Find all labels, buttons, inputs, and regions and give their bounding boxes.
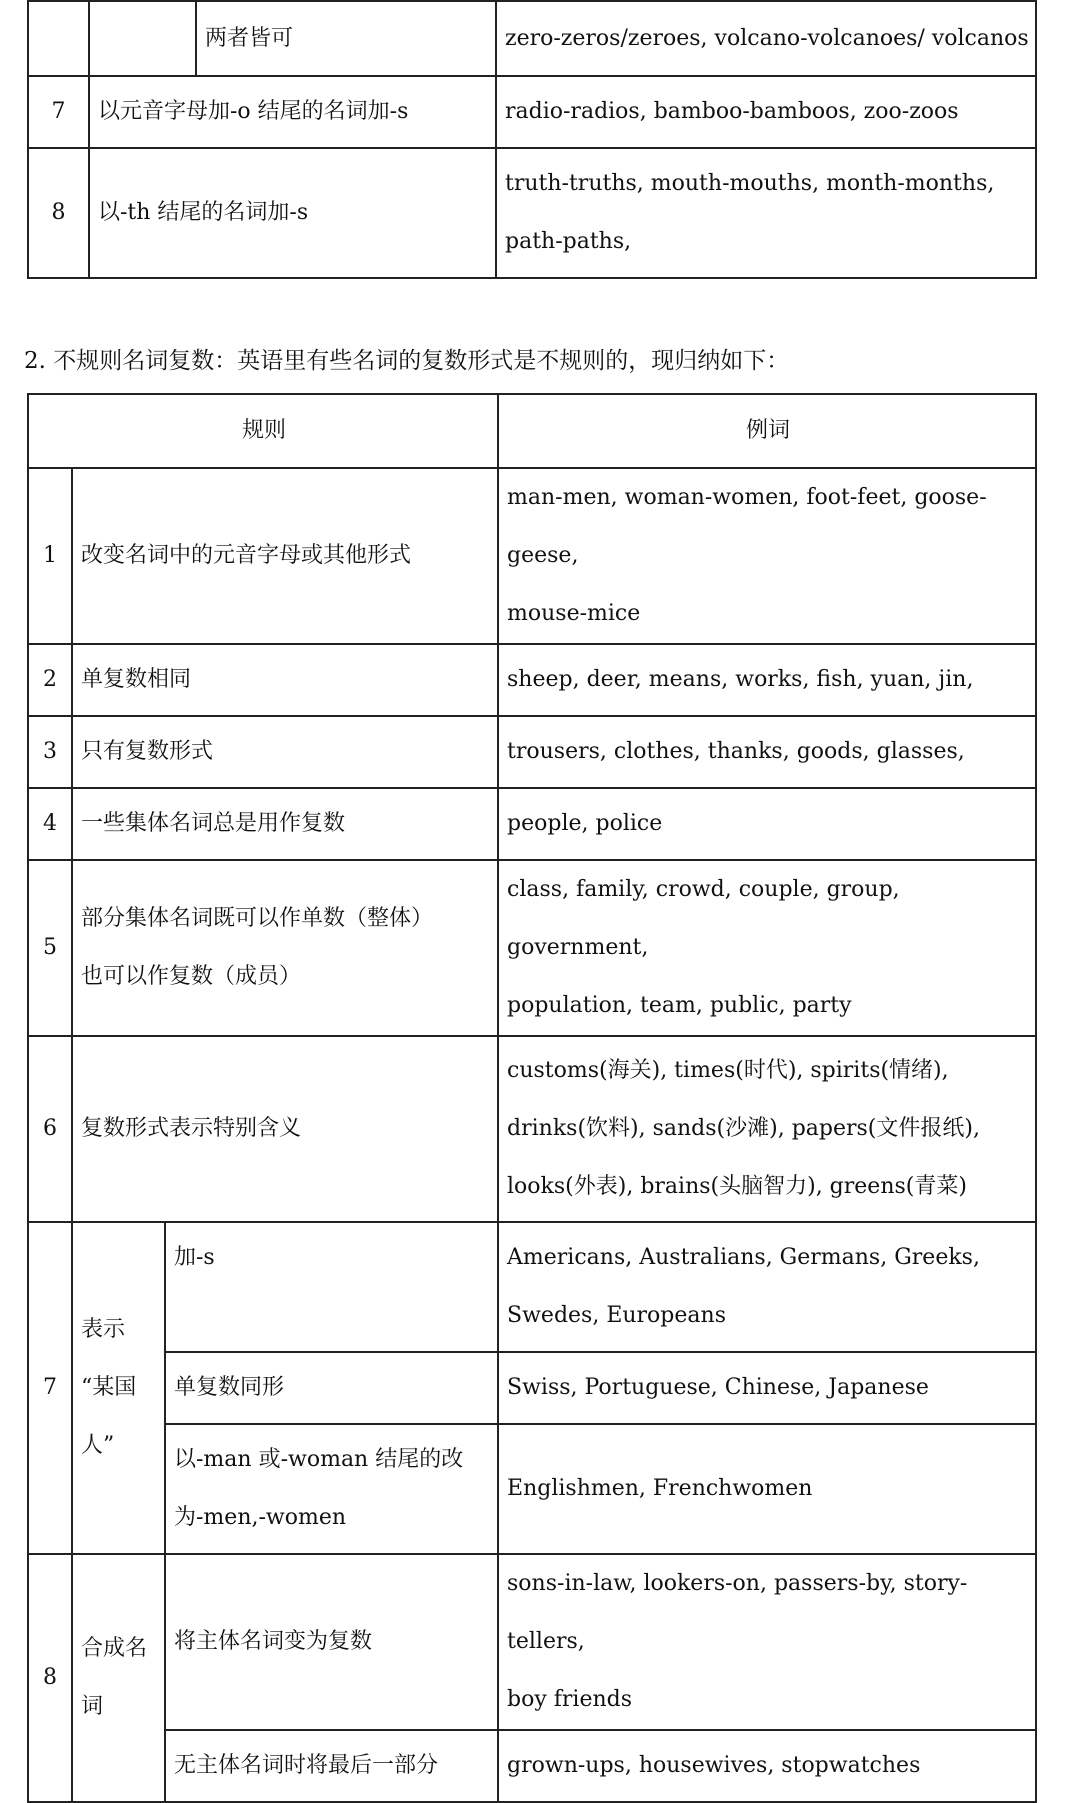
rule-cell: 以-th 结尾的名词加-s <box>89 148 496 278</box>
header-examples: 例词 <box>498 394 1036 468</box>
table-row <box>28 1036 1036 1222</box>
examples-line: drinks(饮料), sands(沙滩), papers(文件报纸), <box>507 1116 980 1141</box>
examples-cell: grown-ups, housewives, stopwatches <box>498 1730 1036 1802</box>
examples-cell: radio-radios, bamboo-bamboos, zoo-zoos <box>496 76 1036 148</box>
row-number: 8 <box>28 1554 72 1802</box>
examples-line: class, family, crowd, couple, group, government, <box>507 877 900 960</box>
table-row <box>28 860 1036 1036</box>
examples-line: sons-in-law, lookers-on, passers-by, story-tellers, <box>507 1571 968 1654</box>
examples-line: truth-truths, mouth-mouths, month-months, <box>505 171 995 196</box>
rule-cell: 加-s <box>165 1222 498 1352</box>
examples-cell: zero-zeros/zeroes, volcano-volcanoes/ volcanos <box>496 1 1036 76</box>
row-number: 3 <box>28 716 72 788</box>
row-number <box>28 1 89 76</box>
examples-line: population, team, public, party <box>507 993 852 1018</box>
rule-line: 以-man 或-woman 结尾的改 <box>174 1447 464 1472</box>
examples-line: boy friends <box>507 1687 633 1712</box>
examples-line: customs(海关), times(时代), spirits(情绪), <box>507 1058 949 1083</box>
examples-cell <box>498 1222 1036 1352</box>
table-row <box>28 716 1036 788</box>
sub-category-cell <box>89 1 196 76</box>
rule-cell: 改变名词中的元音字母或其他形式 <box>72 468 498 644</box>
table-row <box>28 148 1036 278</box>
examples-line: man-men, woman-women, foot-feet, goose-geese, <box>507 485 987 568</box>
rule-line: 也可以作复数（成员） <box>81 964 302 989</box>
table-row <box>28 644 1036 716</box>
rule-cell: 单复数相同 <box>72 644 498 716</box>
examples-cell <box>496 148 1036 278</box>
row-number: 2 <box>28 644 72 716</box>
rule-cell <box>72 860 498 1036</box>
examples-line: path-paths, <box>505 229 632 254</box>
table-header-row <box>28 394 1036 468</box>
examples-cell: sheep, deer, means, works, fish, yuan, jin, <box>498 644 1036 716</box>
group-cell <box>72 1222 165 1554</box>
examples-cell: Swiss, Portuguese, Chinese, Japanese <box>498 1352 1036 1424</box>
rule-cell: 复数形式表示特别含义 <box>72 1036 498 1222</box>
row-number: 1 <box>28 468 72 644</box>
examples-cell <box>498 1554 1036 1730</box>
group-line: 词 <box>81 1694 104 1719</box>
examples-cell <box>498 1036 1036 1222</box>
examples-cell <box>498 468 1036 644</box>
table-row <box>28 788 1036 860</box>
table-row <box>28 468 1036 644</box>
examples-cell <box>498 860 1036 1036</box>
row-number: 7 <box>28 76 89 148</box>
rule-cell: 将主体名词变为复数 <box>165 1554 498 1730</box>
rules-table-continued <box>27 0 1037 279</box>
examples-line: mouse-mice <box>507 601 641 626</box>
irregular-plurals-table <box>27 393 1037 1803</box>
group-line: 合成名 <box>81 1636 148 1661</box>
table-row <box>28 76 1036 148</box>
table-row <box>28 1 1036 76</box>
examples-line: Americans, Australians, Germans, Greeks, <box>507 1245 980 1270</box>
group-line: 人” <box>81 1433 115 1458</box>
table-row <box>28 1424 1036 1554</box>
examples-line: looks(外表), brains(头脑智力), greens(青菜) <box>507 1174 967 1199</box>
table-row <box>28 1352 1036 1424</box>
examples-cell: people, police <box>498 788 1036 860</box>
rule-cell: 只有复数形式 <box>72 716 498 788</box>
rule-line: 为-men,-women <box>174 1505 347 1530</box>
examples-line: Swedes, Europeans <box>507 1303 726 1328</box>
rule-cell: 两者皆可 <box>196 1 496 76</box>
header-rule: 规则 <box>28 394 498 468</box>
rule-cell: 单复数同形 <box>165 1352 498 1424</box>
table-row <box>28 1222 1036 1352</box>
group-line: 表示 <box>81 1317 126 1342</box>
rule-cell: 以元音字母加-o 结尾的名词加-s <box>89 76 496 148</box>
table-row <box>28 1554 1036 1730</box>
examples-cell: Englishmen, Frenchwomen <box>498 1424 1036 1554</box>
group-cell <box>72 1554 165 1802</box>
rule-cell: 一些集体名词总是用作复数 <box>72 788 498 860</box>
group-line: “某国 <box>81 1375 137 1400</box>
row-number: 7 <box>28 1222 72 1554</box>
table-row <box>28 1730 1036 1802</box>
examples-cell: trousers, clothes, thanks, goods, glasses, <box>498 716 1036 788</box>
row-number: 6 <box>28 1036 72 1222</box>
row-number: 4 <box>28 788 72 860</box>
rule-line: 部分集体名词既可以作单数（整体） <box>81 906 434 931</box>
section-heading: 2. 不规则名词复数：英语里有些名词的复数形式是不规则的，现归纳如下： <box>24 348 790 374</box>
rule-cell <box>165 1424 498 1554</box>
rule-cell: 无主体名词时将最后一部分 <box>165 1730 498 1802</box>
row-number: 8 <box>28 148 89 278</box>
row-number: 5 <box>28 860 72 1036</box>
